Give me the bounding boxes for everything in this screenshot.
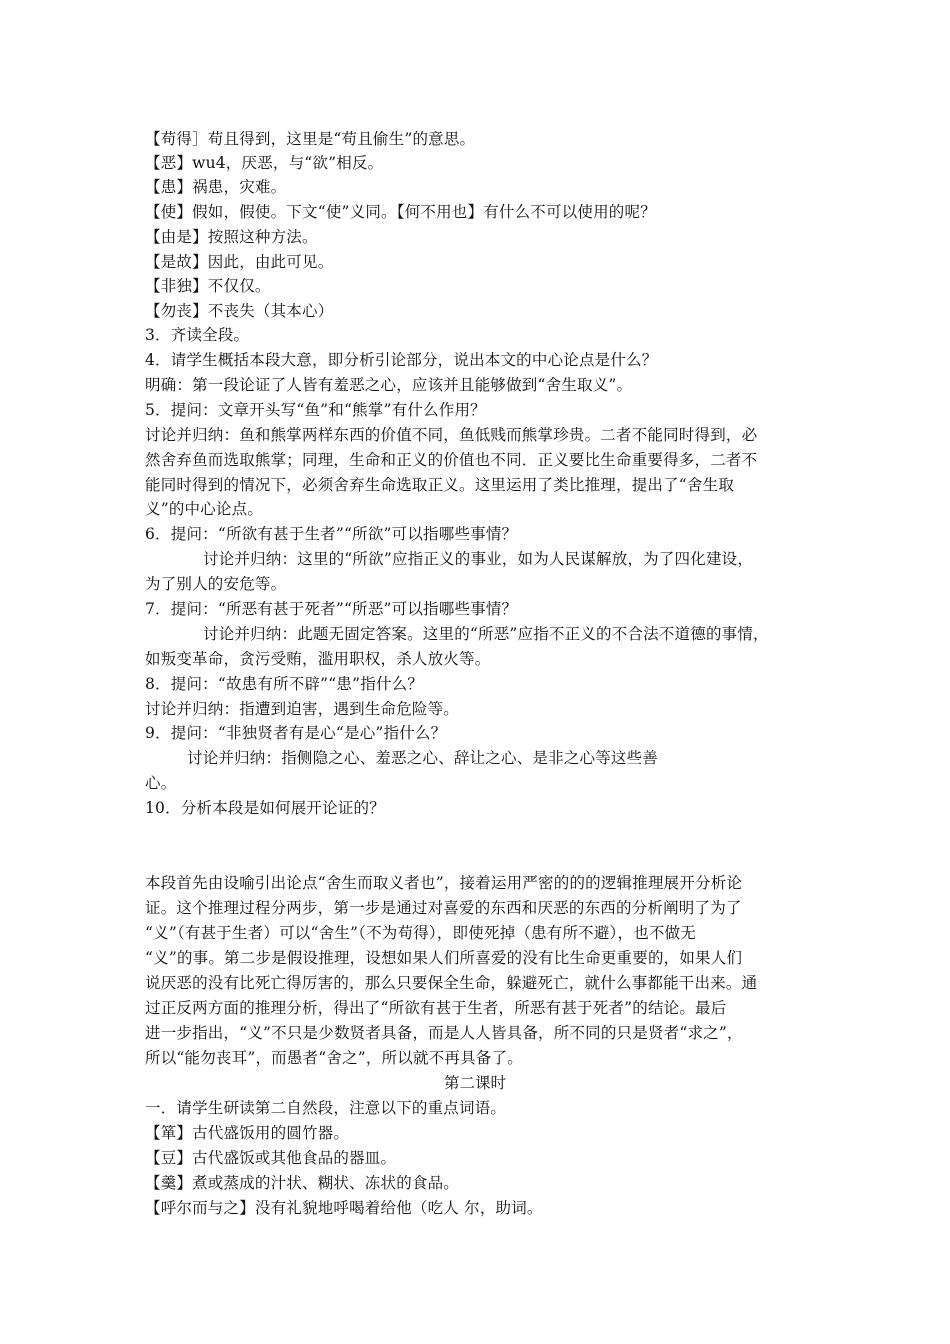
text-line: 【恶】wu4，厌恶，与“欲”相反。: [145, 154, 384, 172]
text-line: 【勿丧】不丧失（其本心）: [145, 302, 334, 320]
text-line: 【箪】古代盛饭用的圆竹器。: [145, 1124, 350, 1142]
text-line: 9．提问：“非独贤者有是心“是心”指什么？: [145, 724, 447, 742]
text-line: 讨论并归纳：指侧隐之心、羞恶之心、辞让之心、是非之心等这些善: [187, 749, 659, 767]
text-line: 然舍弃鱼而选取熊掌；同理，生命和正义的价值也不同．正义要比生命重要得多，二者不: [145, 451, 758, 469]
section-heading: 第二课时: [443, 1074, 506, 1092]
text-line: 10．分析本段是如何展开论证的？: [145, 799, 385, 817]
text-line: 【豆】古代盛饭或其他食品的器皿。: [145, 1149, 397, 1167]
text-line: 5．提问：文章开头写“鱼”和“熊掌”有什么作用？: [145, 401, 486, 419]
text-line: 能同时得到的情况下，必须舍弃生命选取正义。这里运用了类比推理，提出了“舍生取: [145, 476, 735, 494]
text-line: 【是故】因此，由此可见。: [145, 253, 334, 271]
text-line: 【非独】不仅仅。: [145, 277, 271, 295]
text-line: 义”的中心论点。: [145, 500, 264, 518]
text-line: 明确：第一段论证了人皆有羞恶之心，应该并且能够做到“舍生取义”。: [145, 376, 633, 394]
text-line: 【使】假如，假使。下文“使”义同。【何不用也】有什么不可以使用的呢？: [145, 203, 656, 221]
text-line: 【苟得］苟且得到，这里是“苟且偷生”的意思。: [145, 130, 476, 148]
text-line: 一．请学生研读第二自然段，注意以下的重点词语。: [145, 1099, 507, 1117]
text-line: 【患】祸患，灾难。: [145, 178, 287, 196]
text-line: 7．提问：“所恶有甚于死者”“所恶”可以指哪些事情？: [145, 600, 518, 618]
text-line: 【呼尔而与之】没有礼貌地呼喝着给他（吃人 尔，助词。: [145, 1199, 543, 1217]
text-line: 【羹】煮或蒸成的汁状、糊状、冻状的食品。: [145, 1174, 460, 1192]
text-line: 说厌恶的没有比死亡得厉害的，那么只要保全生命，躲避死亡，就什么事都能干出来。通: [145, 974, 758, 992]
text-line: “义”（有甚于生者）可以“舍生”（不为苟得），即使死掉（患有所不避），也不做无: [145, 924, 696, 942]
text-line: 心。: [145, 774, 177, 792]
text-line: 本段首先由设喻引出论点“舍生而取义者也”，接着运用严密的的的逻辑推理展开分析论: [145, 874, 743, 892]
text-line: 讨论并归纳：这里的“所欲”应指正义的事业，如为人民谋解放，为了四化建设，: [203, 550, 754, 568]
text-line: 8．提问：“故患有所不辟”“患”指什么？: [145, 675, 424, 693]
text-line: 证。这个推理过程分两步，第一步是通过对喜爱的东西和厌恶的东西的分析阐明了为了: [145, 899, 742, 917]
text-line: 过正反两方面的推理分析，得出了“所欲有甚于生者，所恶有甚于死者”的结论。最后: [145, 999, 727, 1017]
text-line: 进一步指出，“义”不只是少数贤者具备，而是人人皆具备，所不同的只是贤者“求之”，: [145, 1024, 743, 1042]
text-line: 3．齐读全段。: [145, 326, 250, 344]
text-line: 讨论并归纳：鱼和熊掌两样东西的价值不同，鱼低贱而熊掌珍贵。二者不能同时得到，必: [145, 426, 758, 444]
text-line: 如叛变革命，贪污受贿，滥用职权，杀人放火等。: [145, 650, 491, 668]
text-line: 讨论并归纳：此题无固定答案。这里的“所恶”应指不正义的不合法不道德的事情，: [203, 625, 769, 643]
text-line: “义”的事。第二步是假设推理，设想如果人们所喜爱的没有比生命更重要的，如果人们: [145, 949, 743, 967]
text-line: 所以“能勿丧耳”，而愚者“舍之”，所以就不再具备了。: [145, 1049, 523, 1067]
text-line: 讨论并归纳：指遭到迫害，遇到生命危险等。: [145, 700, 460, 718]
text-line: 为了别人的安危等。: [145, 575, 287, 593]
text-line: 6．提问：“所欲有甚于生者”“所欲”可以指哪些事情？: [145, 525, 518, 543]
text-line: 4．请学生概括本段大意，即分析引论部分，说出本文的中心论点是什么？: [145, 351, 658, 369]
text-line: 【由是】按照这种方法。: [145, 228, 318, 246]
